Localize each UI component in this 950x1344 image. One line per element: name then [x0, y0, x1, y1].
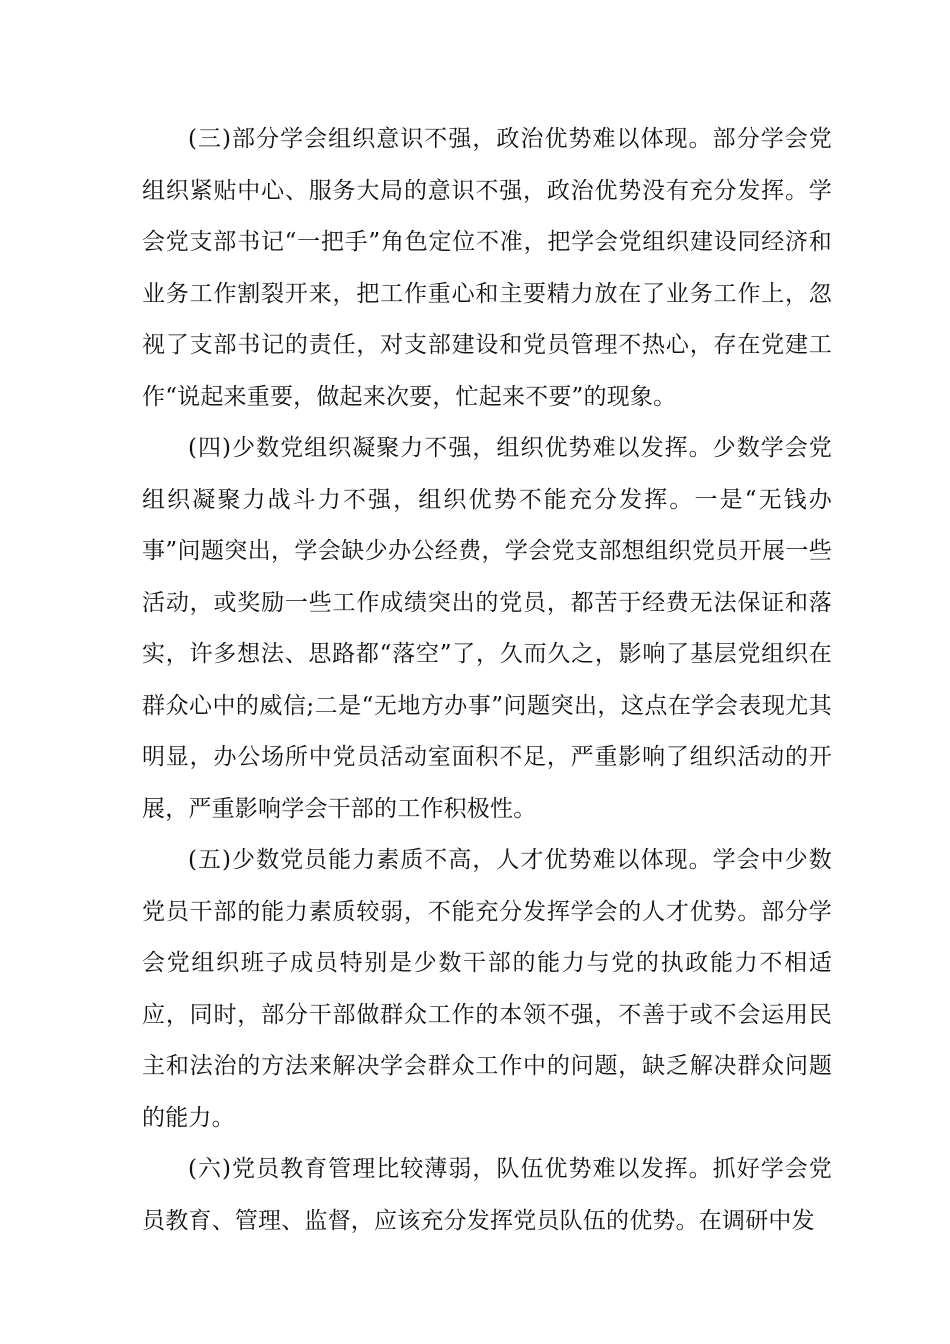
document-body [142, 114, 832, 1247]
paragraph-section-4: (四)少数党组织凝聚力不强，组织优势难以发挥。少数学会党组织凝聚力战斗力不强，组织优势不能充分发挥。一是“无钱办事”问题突出，学会缺少办公经费，学会党支部想组织党员开展一些活动，或奖励一些工作成绩突出的党员，都苦于经费无法保证和落实，许多想法、思路都“落空”了，久而久之，影响了基层党组织在群众心中的威信;二是“无地方办事”问题突出，这点在学会表现尤其明显，办公场所中党员活动室面积不足，严重影响了组织活动的开展，严重影响学会干部的工作积极性。 [142, 435, 832, 822]
paragraph-section-5: (五)少数党员能力素质不高，人才优势难以体现。学会中少数党员干部的能力素质较弱，不能充分发挥学会的人才优势。部分学会党组织班子成员特别是少数干部的能力与党的执政能力不相适应，同时，部分干部做群众工作的本领不强，不善于或不会运用民主和法治的方法来解决学会群众工作中的问题，缺乏解决群众问题的能力。 [142, 847, 832, 1131]
paragraph-section-6: (六)党员教育管理比较薄弱，队伍优势难以发挥。抓好学会党员教育、管理、监督，应该充分发挥党员队伍的优势。在调研中发 [142, 1156, 832, 1234]
paragraph-section-3: (三)部分学会组织意识不强，政治优势难以体现。部分学会党组织紧贴中心、服务大局的意识不强，政治优势没有充分发挥。学会党支部书记“一把手”角色定位不准，把学会党组织建设同经济和业务工作割裂开来，把工作重心和主要精力放在了业务工作上，忽视了支部书记的责任，对支部建设和党员管理不热心，存在党建工作“说起来重要，做起来次要，忙起来不要”的现象。 [142, 126, 832, 410]
